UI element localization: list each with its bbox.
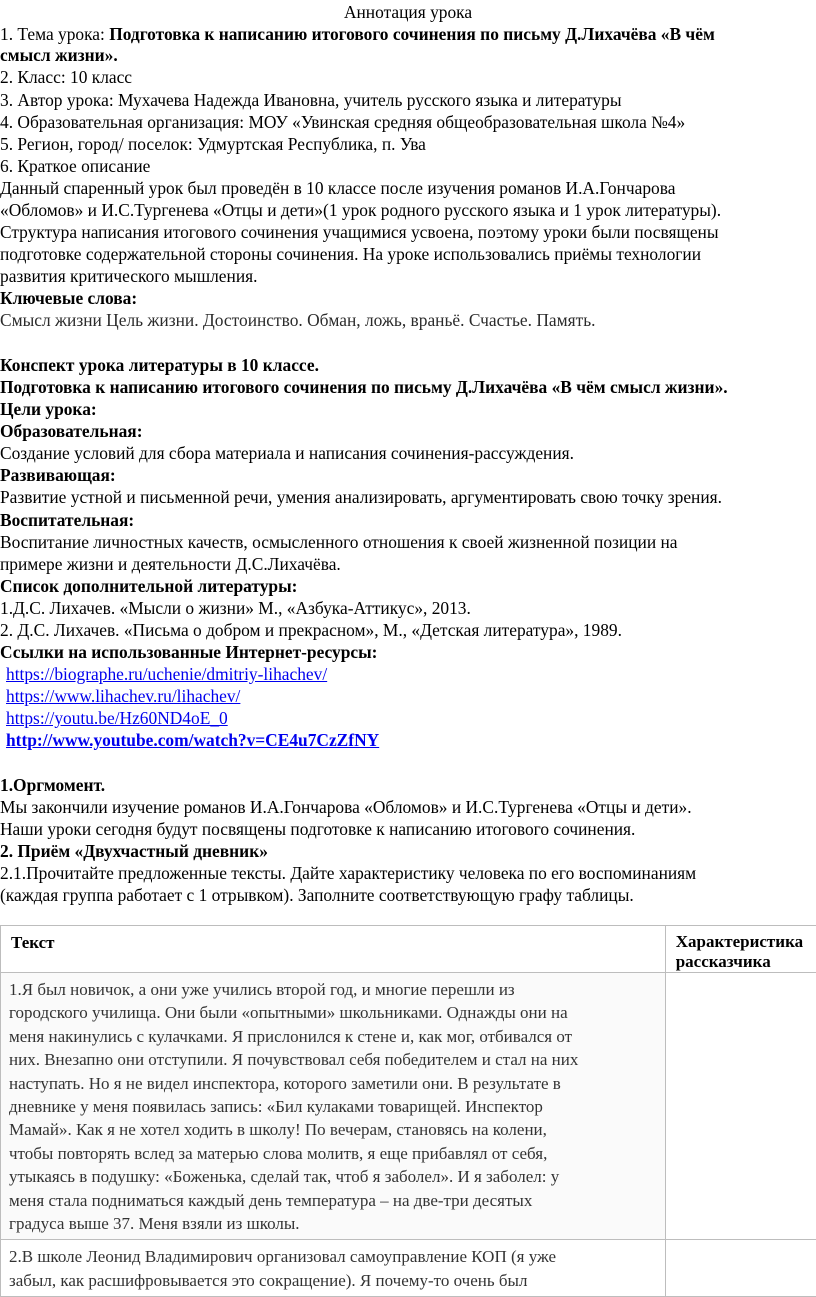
upbringing-goal-heading: Воспитательная:: [0, 510, 134, 531]
short-description-heading: 6. Краткое описание: [0, 156, 150, 177]
characteristic-header-line: Характеристика: [676, 932, 816, 952]
table-header-cell: [1, 926, 666, 973]
text-cell: [1, 1240, 666, 1297]
description-line: Структура написания итогового сочинения учащимися усвоена, поэтому уроки были посвящены: [0, 222, 719, 243]
passage-line: наступать. Но я не видел инспектора, которого заметили они. В результате в: [9, 1072, 659, 1095]
resource-link[interactable]: https://youtu.be/Hz60ND4oE_0: [6, 708, 228, 728]
literature-heading: Список дополнительной литературы:: [0, 576, 297, 597]
literature-item: 1.Д.С. Лихачев. «Мысли о жизни» М., «Азбука-Аттикус», 2013.: [0, 598, 471, 619]
topic-title: Подготовка к написанию итогового сочинения по письму Д.Лихачёва «В чём: [109, 24, 715, 44]
page-title: Аннотация урока: [0, 2, 816, 23]
topic-title-cont: смысл жизни».: [0, 45, 118, 66]
text-cell: [1, 973, 666, 1240]
keywords-text: Смысл жизни Цель жизни. Достоинство. Обман, ложь, враньё. Счастье. Память.: [0, 310, 595, 331]
orgmoment-text: Мы закончили изучение романов И.А.Гончарова «Обломов» и И.С.Тургенева «Отцы и дети».: [0, 797, 692, 818]
diary-task-text: 2.1.Прочитайте предложенные тексты. Дайте характеристику человека по его воспоминаниям: [0, 863, 696, 884]
diary-heading: 2. Приём «Двухчастный дневник»: [0, 841, 268, 862]
summary-heading: Конспект урока литературы в 10 классе.: [0, 355, 319, 376]
characteristic-cell[interactable]: [665, 1240, 816, 1297]
passage-line: 1.Я был новичок, а они уже учились второй год, и многие перешли из: [9, 978, 659, 1001]
description-line: подготовке содержательной стороны сочинения. На уроке использовались приёмы технологии: [0, 244, 701, 265]
resource-link[interactable]: http://www.youtube.com/watch?v=CE4u7CzZfNY: [6, 730, 379, 750]
passage-line: меня стала подниматься каждый день температура – на две-три десятых: [9, 1189, 659, 1212]
organization-line: 4. Образовательная организация: МОУ «Увинская средняя общеобразовательная школа №4»: [0, 112, 685, 133]
passage-line: них. Внезапно они отступили. Я почувствовал себя победителем и стал на них: [9, 1048, 659, 1071]
resource-link[interactable]: https://biographe.ru/uchenie/dmitriy-lihachev/: [6, 664, 327, 684]
topic-label: 1. Тема урока:: [0, 24, 109, 44]
links-heading: Ссылки на использованные Интернет-ресурсы:: [0, 642, 377, 663]
passage-line: 2.В школе Леонид Владимирович организовал самоуправление КОП (я уже: [9, 1245, 659, 1268]
passage-text: [1, 1240, 665, 1296]
characteristic-header-line: рассказчика: [676, 952, 816, 972]
upbringing-goal-text: Воспитание личностных качеств, осмысленного отношения к своей жизненной позиции на: [0, 532, 678, 553]
grade-line: 2. Класс: 10 класс: [0, 67, 132, 88]
characteristic-cell[interactable]: [665, 973, 816, 1240]
keywords-heading: Ключевые слова:: [0, 288, 137, 309]
passage-line: меня накинулись с кулачками. Я прислонился к стене и, как мог, отбивался от: [9, 1025, 659, 1048]
orgmoment-heading: 1.Оргмомент.: [0, 775, 105, 796]
description-line: Данный спаренный урок был проведён в 10 классе после изучения романов И.А.Гончарова: [0, 178, 675, 199]
passage-line: чтобы повторять вслед за матерью слова молитв, я еще прибавлял от себя,: [9, 1142, 659, 1165]
description-line: «Обломов» и И.С.Тургенева «Отцы и дети»(1 урок родного русского языка и 1 урок литературы).: [0, 200, 721, 221]
developing-goal-text: Развитие устной и письменной речи, умения анализировать, аргументировать свою точку зрения.: [0, 487, 722, 508]
double-entry-diary-table: [0, 925, 816, 1297]
table-row: [1, 1240, 816, 1297]
summary-subheading: Подготовка к написанию итогового сочинения по письму Д.Лихачёва «В чём смысл жизни».: [0, 377, 728, 398]
description-line: развития критического мышления.: [0, 266, 257, 287]
educational-goal-text: Создание условий для сбора материала и написания сочинения-рассуждения.: [0, 443, 574, 464]
passage-line: утыкаясь в подушку: «Боженька, сделай так, чтоб я заболел». И я заболел: у: [9, 1165, 659, 1188]
educational-goal-heading: Образовательная:: [0, 421, 143, 442]
author-line: 3. Автор урока: Мухачева Надежда Ивановна, учитель русского языка и литературы: [0, 90, 622, 111]
resource-link[interactable]: https://www.lihachev.ru/lihachev/: [6, 686, 240, 706]
literature-item: 2. Д.С. Лихачев. «Письма о добром и прекрасном», М., «Детская литература», 1989.: [0, 620, 622, 641]
text-column-header: Текст: [1, 926, 665, 953]
goals-heading: Цели урока:: [0, 399, 97, 420]
passage-line: градуса выше 37. Меня взяли из школы.: [9, 1212, 659, 1235]
orgmoment-text: Наши уроки сегодня будут посвящены подготовке к написанию итогового сочинения.: [0, 819, 635, 840]
topic-line: [0, 24, 715, 45]
table-header-row: [1, 926, 816, 973]
diary-task-text: (каждая группа работает с 1 отрывком). Заполните соответствующую графу таблицы.: [0, 885, 634, 906]
characteristic-column-header: [666, 926, 816, 972]
passage-line: дневнике у меня появилась запись: «Бил кулаками товарищей. Инспектор: [9, 1095, 659, 1118]
passage-line: городского училища. Они были «опытными» школьниками. Однажды они на: [9, 1001, 659, 1024]
passage-text: [1, 973, 665, 1239]
passage-line: забыл, как расшифровывается это сокращение). Я почему-то очень был: [9, 1269, 659, 1292]
region-line: 5. Регион, город/ поселок: Удмуртская Республика, п. Ува: [0, 134, 426, 155]
table-row: [1, 973, 816, 1240]
developing-goal-heading: Развивающая:: [0, 465, 116, 486]
table-header-cell: [665, 926, 816, 973]
upbringing-goal-text: примере жизни и деятельности Д.С.Лихачёва.: [0, 554, 341, 575]
passage-line: Мамай». Как я не хотел ходить в школу! По вечерам, становясь на колени,: [9, 1118, 659, 1141]
